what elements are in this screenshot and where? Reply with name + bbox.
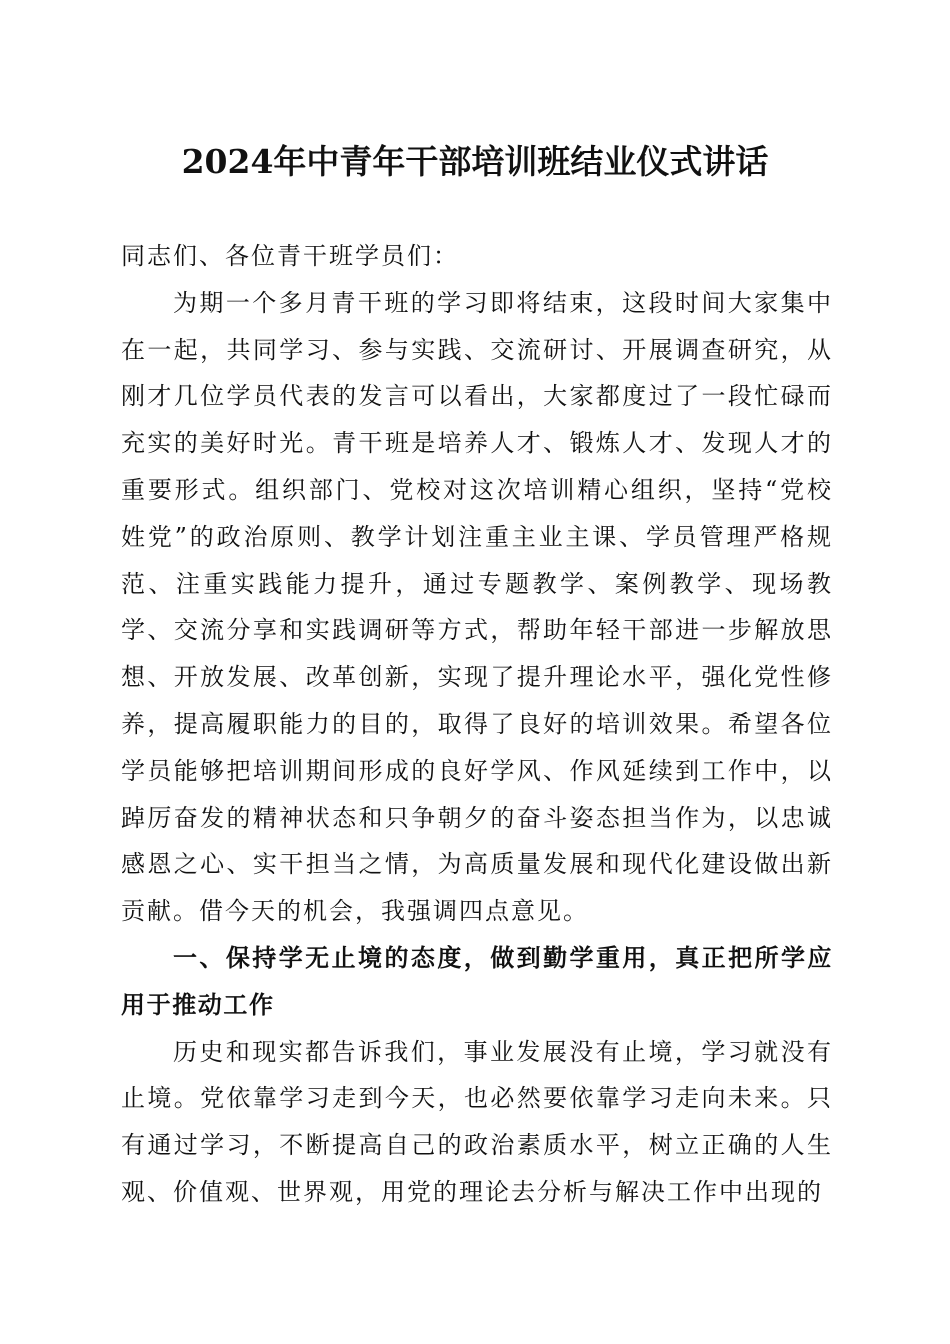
paragraph-intro: 为期一个多月青干班的学习即将结束，这段时间大家集中在一起，共同学习、参与实践、交流研讨、开展调查研究，从刚才几位学员代表的发言可以看出，大家都度过了一段忙碌而充实的美好时光。青干班是培养人才、锻炼人才、发现人才的重要形式。组织部门、党校对这次培训精心组织，坚持“党校姓党”的政治原则、教学计划注重主业主课、学员管理严格规范、注重实践能力提升，通过专题教学、案例教学、现场教学、交流分享和实践调研等方式，帮助年轻干部进一步解放思想、开放发展、改革创新，实现了提升理论水平，强化党性修养，提高履职能力的目的，取得了良好的培训效果。希望各位学员能够把培训期间形成的良好学风、作风延续到工作中，以踔厉奋发的精神状态和只争朝夕的奋斗姿态担当作为，以忠诚感恩之心、实干担当之情，为高质量发展和现代化建设做出新贡献。借今天的机会，我强调四点意见。 [121,288,833,926]
document-body [121,233,833,1216]
paragraph-section-1: 历史和现实都告诉我们，事业发展没有止境，学习就没有止境。党依靠学习走到今天，也必然要依靠学习走向未来。只有通过学习，不断提高自己的政治素质水平，树立正确的人生观、价值观、世界观，用党的理论去分析与解决工作中出现的 [121,1037,833,1206]
section-heading-1: 一、保持学无止境的态度，做到勤学重用，真正把所学应用于推动工作 [121,943,833,1019]
salutation: 同志们、各位青干班学员们： [121,242,459,270]
document-title: 2024年中青年干部培训班结业仪式讲话 [181,142,769,181]
